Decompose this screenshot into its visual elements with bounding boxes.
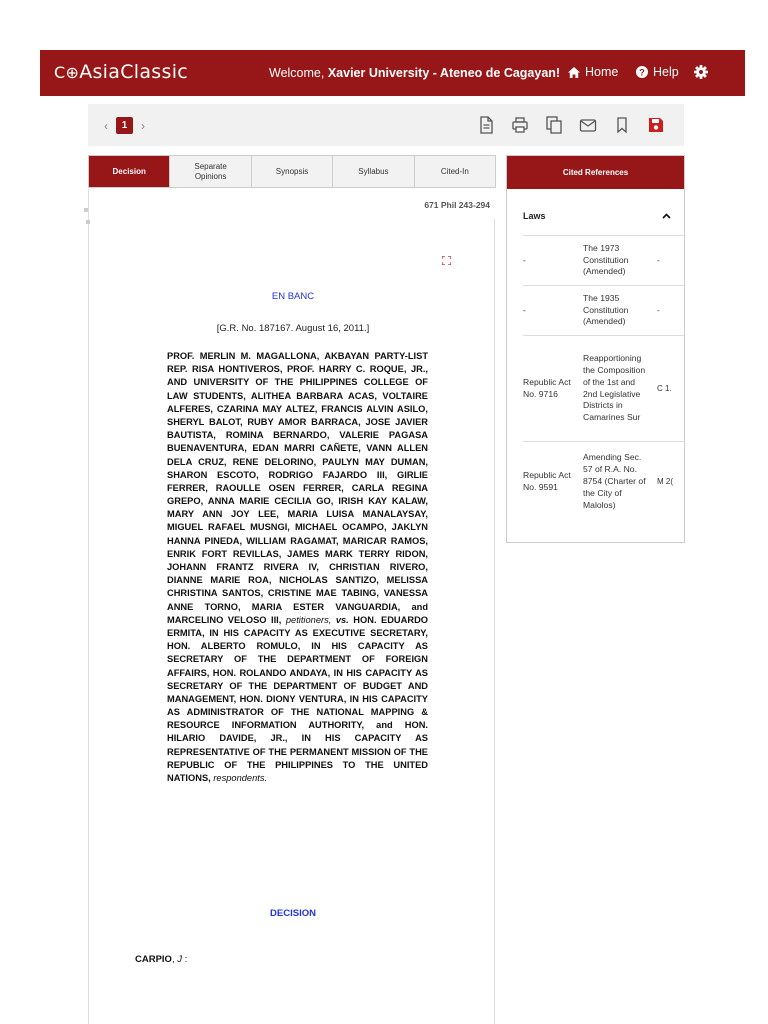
law-type: Republic Act No. 9716 <box>523 336 583 442</box>
tab-decision[interactable]: Decision <box>89 156 170 187</box>
law-title[interactable]: Reapportioning the Composition of the 1st and 2nd Legislative Districts in Camarines Sur <box>583 336 649 442</box>
pager <box>104 117 145 134</box>
law-extra: C 1. <box>649 336 685 442</box>
law-type: Republic Act No. 9591 <box>523 442 583 522</box>
law-extra: M 2( <box>649 442 685 522</box>
petitioners-label: petitioners, <box>285 614 332 625</box>
copy-icon[interactable] <box>544 115 564 135</box>
settings-button[interactable] <box>694 65 708 84</box>
law-extra: - <box>649 236 685 286</box>
law-title[interactable]: The 1935 Constitution (Amended) <box>583 286 649 336</box>
petitioners-names: PROF. MERLIN M. MAGALLONA, AKBAYAN PARTY-LIST REP. RISA HONTIVEROS, PROF. HARRY C. ROQUE, JR., AND UNIVERSITY OF THE PHILIPPINES COLLEGE OF LAW STUDENTS, ALITHEA BARBARA ACAS, VOLTAIRE ALFERES, CZARINA MAY ALTEZ, FRANCIS ALVIN ASILO, SHERYL BALOT, RUBY AMOR BARRACA, JOSE JAVIER BAUTISTA, ROMINA BERNARDO, VALERIE PAGASA BUENAVENTURA, EDAN MARRI CAÑETE, VANN ALLEN DELA CRUZ, RENE DELORINO, PAULYN MAY DUMAN, SHARON ESCOTO, RODRIGO FAJARDO III, GIRLIE FERRER, RAOULLE OSEN FERRER, CARLA REGINA GREPO, ANNA MARIE CECILIA GO, IRISH KAY KALAW, MARY ANN JOY LEE, MARIA LUISA MANALAYSAY, MIGUEL RAFAEL MUSNGI, MICHAEL OCAMPO, JAKLYN HANNA PINEDA, WILLIAM RAGAMAT, MARICAR RAMOS, ENRIK FORT REVILLAS, JAMES MARK TERRY RIDON, JOHANN FRANTZ RIVERA IV, CHRISTIAN RIVERO, DIANNE MARIE ROA, NICHOLAS SANTIZO, MELISSA CHRISTINA SANTOS, CRISTINE MAE TABING, VANESSA ANNE TORNO, MARIA ESTER VANGUARDIA, and MARCELINO VELOSO III, <box>167 351 428 625</box>
law-title[interactable]: Amending Sec. 57 of R.A. No. 8754 (Charter of the City of Malolos) <box>583 442 649 522</box>
versus-label: vs. <box>335 614 349 625</box>
decision-document <box>88 189 496 1024</box>
case-parties <box>167 350 428 785</box>
document-border <box>494 219 495 1024</box>
help-link[interactable]: ? Help <box>636 65 679 79</box>
tab-syllabus[interactable]: Syllabus <box>333 156 414 187</box>
expand-icon[interactable] <box>442 252 451 270</box>
division-heading: EN BANC <box>271 291 315 302</box>
document-toolbar <box>88 104 684 146</box>
chevron-up-icon <box>662 213 671 219</box>
logo[interactable]: C⊕AsiaClassic <box>54 61 189 83</box>
cited-references-title: Cited References <box>507 156 684 189</box>
tab-cited-in[interactable]: Cited-In <box>440 166 469 176</box>
svg-text:?: ? <box>639 67 645 78</box>
bookmark-icon[interactable] <box>612 115 632 135</box>
table-row[interactable] <box>523 236 685 286</box>
law-title[interactable]: The 1973 Constitution (Amended) <box>583 236 649 286</box>
law-type: - <box>523 236 583 286</box>
table-row[interactable] <box>523 286 685 336</box>
save-icon[interactable] <box>646 115 666 135</box>
top-header <box>40 50 745 96</box>
phil-citation: 671 Phil 243-294 <box>424 200 490 210</box>
print-icon[interactable] <box>510 115 530 135</box>
decision-heading: DECISION <box>270 908 316 919</box>
next-page-button[interactable]: › <box>141 118 145 133</box>
current-page[interactable]: 1 <box>116 117 133 134</box>
law-extra: - <box>649 286 685 336</box>
law-type: - <box>523 286 583 336</box>
page-fold-marker <box>84 208 92 226</box>
tab-separate-opinions[interactable]: Separate Opinions <box>170 156 251 187</box>
tab-synopsis[interactable]: Synopsis <box>252 156 333 187</box>
gear-icon <box>694 65 708 79</box>
document-icon[interactable] <box>476 115 496 135</box>
cited-references-panel <box>506 155 685 543</box>
help-icon <box>636 66 648 78</box>
laws-section-toggle[interactable] <box>523 211 671 221</box>
laws-heading: Laws <box>523 211 546 221</box>
table-row[interactable] <box>523 442 685 522</box>
laws-table <box>523 235 685 522</box>
prev-page-button[interactable]: ‹ <box>104 118 108 133</box>
case-number: [G.R. No. 187167. August 16, 2011.] <box>216 323 370 334</box>
ponente: CARPIO, J : <box>135 954 188 965</box>
home-icon <box>568 67 580 78</box>
welcome-message: Welcome, Xavier University - Ateneo de Cagayan! <box>269 66 561 80</box>
email-icon[interactable] <box>578 115 598 135</box>
table-row[interactable] <box>523 336 685 442</box>
home-link[interactable]: Home <box>568 65 618 79</box>
respondents-names: HON. EDUARDO ERMITA, IN HIS CAPACITY AS EXECUTIVE SECRETARY, HON. ALBERTO ROMULO, IN HIS CAPACITY AS SECRETARY OF THE DEPARTMENT OF FOREIGN AFFAIRS, HON. ROLANDO ANDAYA, IN HIS CAPACITY AS SECRETARY OF THE DEPARTMENT OF BUDGET AND MANAGEMENT, HON. DIONY VENTURA, IN HIS CAPACITY AS ADMINISTRATOR OF THE NATIONAL MAPPING & RESOURCE INFORMATION AUTHORITY, and HON. HILARIO DAVIDE, JR., IN HIS CAPACITY AS REPRESENTATIVE OF THE PERMANENT MISSION OF THE REPUBLIC OF THE PHILIPPINES TO THE UNITED NATIONS, <box>167 614 429 783</box>
document-tabs <box>88 155 496 188</box>
respondents-label: respondents. <box>213 773 268 783</box>
